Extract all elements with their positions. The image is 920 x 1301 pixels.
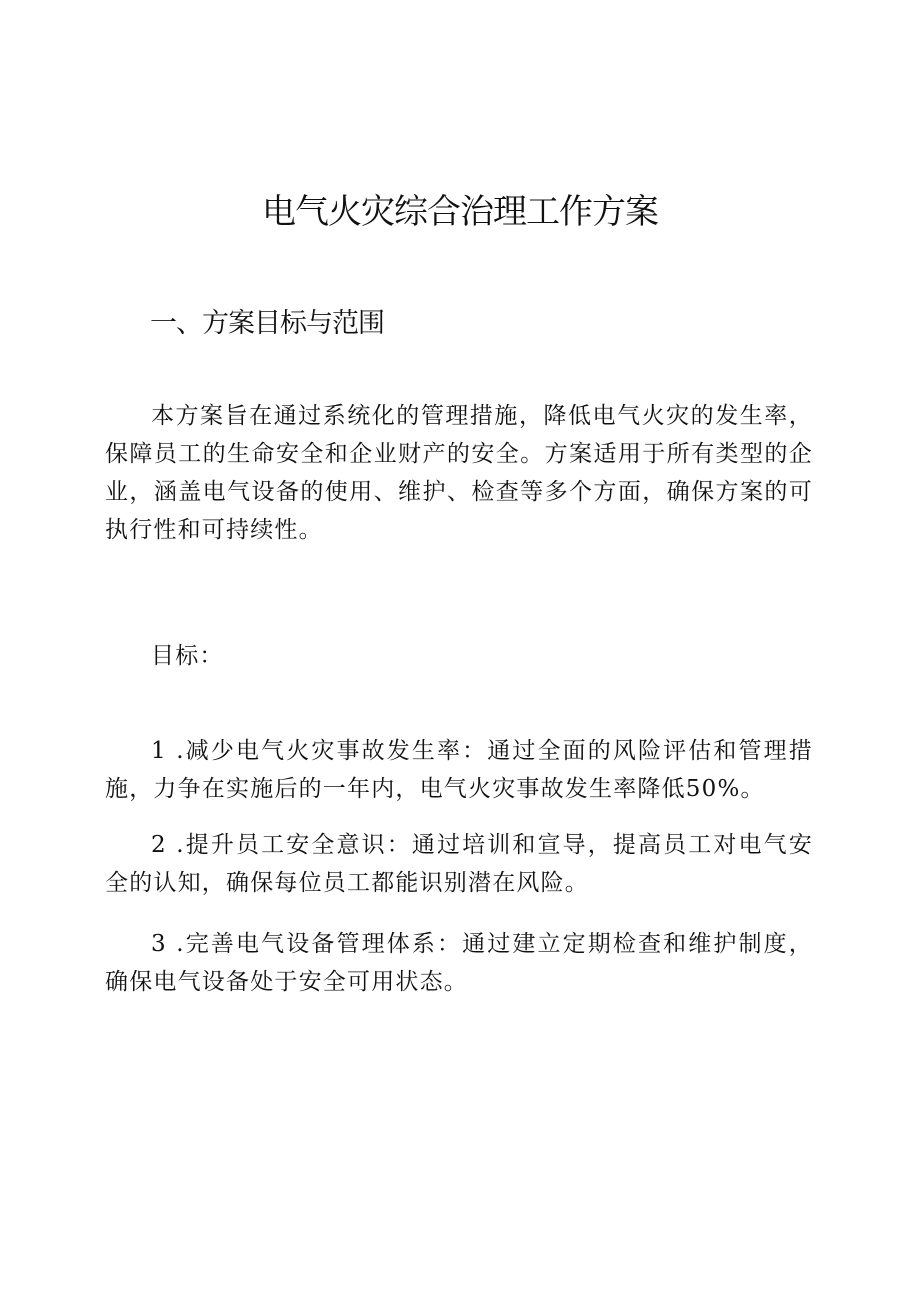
goal-item: 1 .减少电气火灾事故发生率：通过全面的风险评估和管理措施，力争在实施后的一年内，电气火灾事故发生率降低50%。 — [105, 738, 813, 802]
intro-paragraph: 本方案旨在通过系统化的管理措施，降低电气火灾的发生率，保障员工的生命安全和企业财产的安全。方案适用于所有类型的企业，涵盖电气设备的使用、维护、检查等多个方面，确保方案的可执行性和可持续性。 — [105, 403, 813, 543]
goal-item: 3 .完善电气设备管理体系：通过建立定期检查和维护制度，确保电气设备处于安全可用状态。 — [105, 931, 813, 995]
goals-label: 目标： — [151, 643, 224, 669]
section-heading: 一、方案目标与范围 — [150, 308, 384, 339]
document-title: 电气火灾综合治理工作方案 — [262, 192, 658, 232]
goal-item: 2 .提升员工安全意识：通过培训和宣导，提高员工对电气安全的认知，确保每位员工都能识别潜在风险。 — [105, 832, 813, 896]
